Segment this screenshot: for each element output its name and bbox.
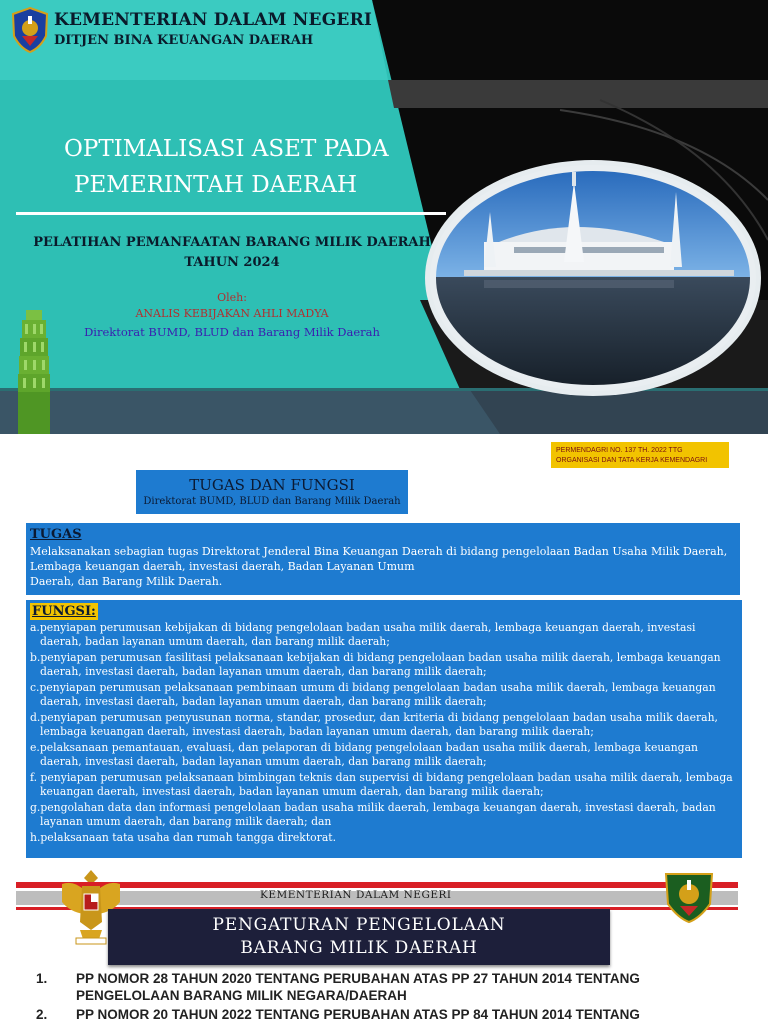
presenter-directorate: Direktorat BUMD, BLUD dan Barang Milik Daerah	[84, 325, 380, 339]
kemendagri-logo-icon	[10, 6, 50, 54]
regulation-item-line1: PP NOMOR 28 TAHUN 2020 TENTANG PERUBAHAN ATAS PP 27 TAHUN 2014 TENTANG	[76, 971, 640, 986]
slide3-title-line2: BARANG MILIK DAERAH	[240, 938, 478, 958]
fungsi-item-a: a.penyiapan perumusan kebijakan di bidang pengelolaan badan usaha milik daerah, lembaga keuangan daerah, investasi daerah, badan layanan umum daerah, dan barang milik daerah;	[30, 621, 696, 649]
regulation-item-number: 1.	[36, 971, 48, 986]
fungsi-item-h: h.pelaksanaan tata usaha dan rumah tangga direktorat.	[30, 831, 337, 844]
subtitle-line1: PELATIHAN PEMANFAATAN BARANG MILIK DAERAH	[33, 235, 431, 250]
dirjen-name: DITJEN BINA KEUANGAN DAERAH	[54, 33, 314, 48]
header-title: TUGAS DAN FUNGSI	[189, 476, 355, 494]
title-divider	[16, 212, 446, 215]
presenter-label: Oleh:	[217, 291, 247, 304]
slide-pengaturan-bmd	[0, 864, 768, 1024]
subtitle-line2: TAHUN 2024	[184, 255, 280, 270]
tugas-text-line2: Lembaga keuangan daerah, investasi daerah, Badan Layanan Umum	[30, 560, 415, 573]
tugas-text-line3: Daerah, dan Barang Milik Daerah.	[30, 575, 223, 588]
fungsi-item-f: f. penyiapan perumusan pelaksanaan bimbingan teknis dan supervisi di bidang pengelolaan badan usaha milik daerah, lembaga keuangan daerah, investasi daerah, badan layanan umum daerah, dan barang milik daerah;	[30, 771, 733, 799]
regulation-item-line2: PENGELOLAAN BARANG MILIK NEGARA/DAERAH	[76, 988, 407, 1003]
tower-illustration-icon	[14, 310, 54, 434]
regulation-item-number: 2.	[36, 1007, 48, 1022]
fungsi-item-b: b.penyiapan perumusan fasilitasi pelaksanaan kebijakan di bidang pengelolaan badan usaha milik daerah, lembaga keuangan daerah, investasi daerah, badan layanan umum daerah, dan barang milik daerah;	[30, 651, 721, 679]
regulation-reference-line1: PERMENDAGRI NO. 137 TH. 2022 TTG	[556, 447, 683, 454]
tugas-fungsi-header	[136, 470, 408, 514]
slide1-title-line2: PEMERINTAH DAERAH	[74, 172, 358, 198]
regulation-reference-line2: ORGANISASI DAN TATA KERJA KEMENDAGRI	[556, 457, 708, 464]
slide-title	[0, 0, 768, 434]
tugas-text	[30, 544, 736, 589]
kemendagri-logo-small-icon	[660, 866, 718, 924]
fungsi-label: FUNGSI:	[32, 604, 96, 619]
mosque-photo	[424, 152, 762, 404]
slide3-ministry-name: KEMENTERIAN DALAM NEGERI	[260, 889, 452, 901]
slide-tugas-fungsi	[0, 434, 768, 864]
header-stripe-red	[16, 882, 738, 888]
slide3-title-line1: PENGATURAN PENGELOLAAN	[212, 915, 506, 935]
tugas-label: TUGAS	[30, 527, 82, 542]
fungsi-item-d: d.penyiapan perumusan penyusunan norma, standar, prosedur, dan kriteria di bidang pengelolaan badan usaha milik daerah, lembaga keuangan daerah, investasi daerah, badan layanan umum daerah, dan barang milik daerah;	[30, 711, 718, 739]
regulation-item-line1: PP NOMOR 20 TAHUN 2022 TENTANG PERUBAHAN ATAS PP 84 TAHUN 2014 TENTANG	[76, 1007, 640, 1022]
header-subtitle: Direktorat BUMD, BLUD dan Barang Milik Daerah	[143, 496, 401, 507]
regulation-item-text	[76, 1006, 768, 1023]
tugas-text-line1: Melaksanakan sebagian tugas Direktorat Jenderal Bina Keuangan Daerah di bidang pengelolaan Badan Usaha Milik Daerah,	[30, 545, 728, 558]
fungsi-box	[26, 600, 742, 858]
tugas-box	[26, 523, 740, 595]
regulation-item-text	[76, 970, 768, 1004]
ministry-name: KEMENTERIAN DALAM NEGERI	[54, 10, 373, 30]
presenter-position: ANALIS KEBIJAKAN AHLI MADYA	[135, 307, 329, 320]
fungsi-item-e: e.pelaksanaan pemantauan, evaluasi, dan pelaporan di bidang pengelolaan badan usaha milik daerah, lembaga keuangan daerah, investasi daerah, badan layanan umum daerah, dan barang milik daerah;	[30, 741, 698, 769]
slide3-title-box	[108, 909, 610, 965]
regulation-reference	[551, 442, 729, 468]
fungsi-item-c: c.penyiapan perumusan pelaksanaan pembinaan umum di bidang pengelolaan badan usaha milik daerah, lembaga keuangan daerah, investasi daerah, badan layanan umum daerah, dan barang milik daerah;	[30, 681, 716, 709]
slide1-title-line1: OPTIMALISASI ASET PADA	[64, 136, 389, 162]
fungsi-item-g: g.pengolahan data dan informasi pengelolaan badan usaha milik daerah, lembaga keuangan daerah, investasi daerah, badan layanan umum daerah, dan barang milik daerah; dan	[30, 801, 716, 829]
